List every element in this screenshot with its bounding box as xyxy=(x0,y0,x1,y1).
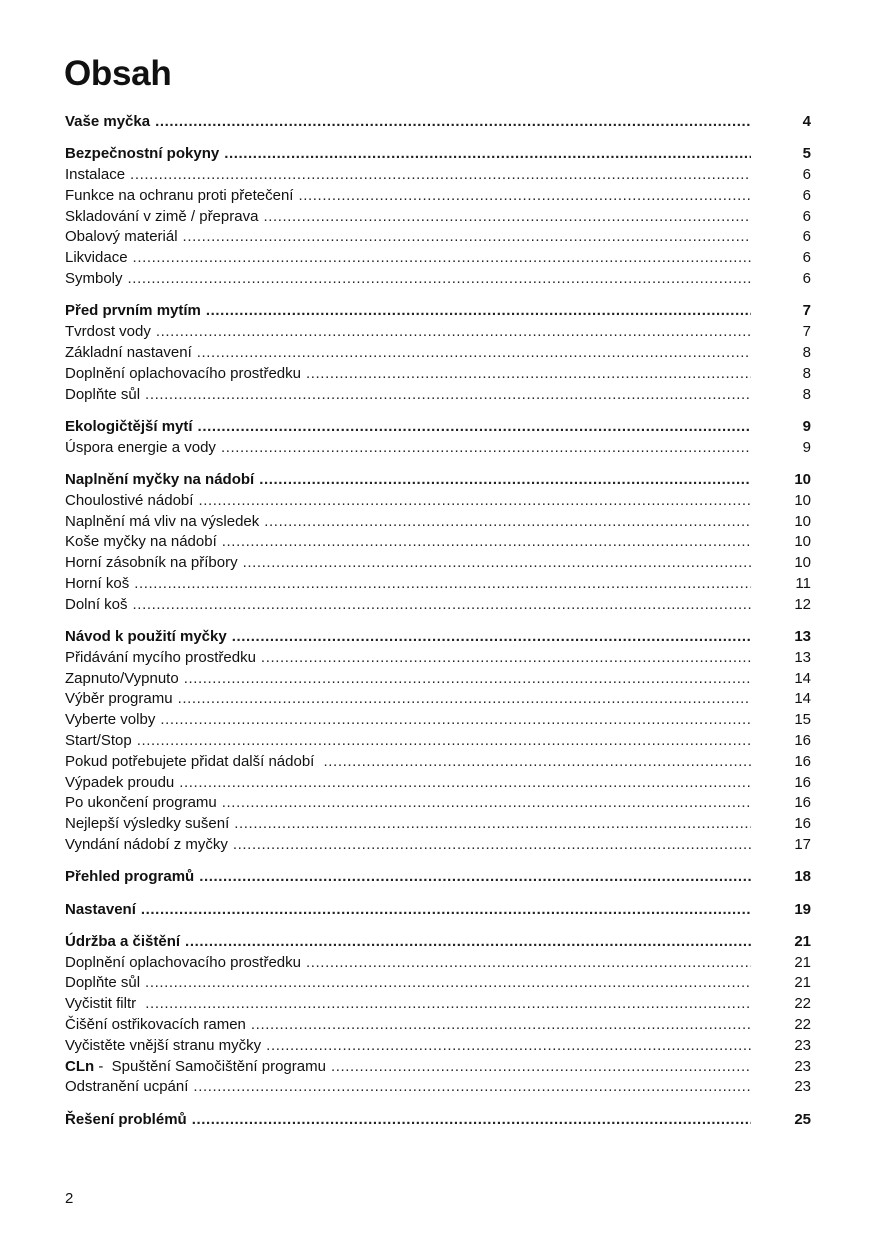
toc-entry-page: 6 xyxy=(802,228,811,246)
toc-entry-page: 23 xyxy=(794,1036,811,1054)
dot-leader xyxy=(234,814,751,835)
dot-leader xyxy=(266,1036,751,1057)
toc-entry-page: 10 xyxy=(794,470,811,488)
toc-entry-page: 6 xyxy=(802,249,811,267)
toc-entry xyxy=(65,973,811,994)
page-title: Obsah xyxy=(64,54,172,93)
table-of-contents xyxy=(65,112,811,1142)
toc-entry-label: Výběr programu xyxy=(65,690,173,708)
dot-leader xyxy=(184,669,751,690)
toc-entry xyxy=(65,669,811,690)
dot-leader xyxy=(198,417,751,438)
toc-section xyxy=(65,417,811,459)
toc-entry-label: Funkce na ochranu proti přetečení xyxy=(65,186,294,204)
toc-entry xyxy=(65,343,811,364)
toc-entry-label: Skladování v zimě / přeprava xyxy=(65,207,259,225)
toc-entry xyxy=(65,648,811,669)
toc-entry-label: Před prvním mytím xyxy=(65,302,201,320)
dot-leader xyxy=(264,512,751,533)
toc-entry-page: 22 xyxy=(794,995,811,1013)
toc-heading-entry xyxy=(65,417,811,438)
toc-entry-label: Doplňte sůl xyxy=(65,974,141,992)
toc-entry-label: Likvidace xyxy=(65,249,128,267)
dot-leader xyxy=(251,1015,751,1036)
dot-leader xyxy=(259,470,751,491)
toc-entry xyxy=(65,773,811,794)
toc-entry-label: Zapnuto/Vypnuto xyxy=(65,669,179,687)
toc-entry xyxy=(65,574,811,595)
toc-section xyxy=(65,932,811,1098)
toc-entry xyxy=(65,207,811,228)
toc-entry-page: 19 xyxy=(794,900,811,918)
dot-leader xyxy=(306,364,751,385)
toc-entry-page: 18 xyxy=(794,868,811,886)
toc-entry-label: Start/Stop xyxy=(65,732,132,750)
toc-heading-entry xyxy=(65,1110,811,1131)
toc-entry-page: 22 xyxy=(794,1016,811,1034)
dot-leader xyxy=(145,994,751,1015)
toc-entry-label: Po ukončení programu xyxy=(65,794,217,812)
toc-entry-page: 17 xyxy=(794,836,811,853)
toc-entry xyxy=(65,1057,811,1078)
toc-section xyxy=(65,900,811,921)
toc-entry-page: 12 xyxy=(794,595,811,613)
dot-leader xyxy=(261,648,751,669)
toc-entry-label: Výpadek proudu xyxy=(65,773,175,791)
toc-entry-label: Přehled programů xyxy=(65,868,195,886)
toc-entry xyxy=(65,731,811,752)
toc-section xyxy=(65,144,811,290)
toc-entry-page: 5 xyxy=(802,145,811,163)
dot-leader xyxy=(145,385,751,406)
toc-entry-page: 4 xyxy=(802,113,811,130)
toc-heading-entry xyxy=(65,627,811,648)
toc-entry-page: 21 xyxy=(794,953,811,971)
toc-entry-page: 14 xyxy=(794,669,811,687)
toc-entry-label: Vyndání nádobí z myčky xyxy=(65,836,228,853)
toc-entry-page: 16 xyxy=(794,794,811,812)
page-number: 2 xyxy=(65,1190,74,1207)
toc-entry xyxy=(65,814,811,835)
toc-entry-page: 9 xyxy=(802,438,811,456)
toc-entry xyxy=(65,953,811,974)
toc-entry-label: Vaše myčka xyxy=(65,113,151,130)
toc-entry-label: Symboly xyxy=(65,270,123,288)
toc-entry xyxy=(65,532,811,553)
toc-entry-page: 9 xyxy=(802,417,811,435)
toc-entry-page: 10 xyxy=(794,533,811,551)
toc-entry xyxy=(65,491,811,512)
toc-entry-prefix: CLn xyxy=(65,1057,95,1075)
toc-entry-label: Doplňte sůl xyxy=(65,385,141,403)
toc-entry-page: 6 xyxy=(802,270,811,288)
toc-entry-page: 21 xyxy=(794,932,811,950)
toc-entry-label: Naplnění myčky na nádobí xyxy=(65,470,255,488)
dot-leader xyxy=(224,144,751,165)
toc-entry-label: Vyberte volby xyxy=(65,711,156,729)
dot-leader xyxy=(178,689,751,710)
toc-entry-page: 10 xyxy=(794,491,811,509)
toc-entry-label: Řešení problémů xyxy=(65,1110,187,1128)
toc-entry xyxy=(65,322,811,343)
toc-entry-label: Úspora energie a vody xyxy=(65,438,216,456)
toc-entry xyxy=(65,595,811,616)
toc-entry-label: Tvrdost vody xyxy=(65,323,151,341)
toc-section xyxy=(65,1110,811,1131)
toc-entry-label: Přidávání mycího prostředku xyxy=(65,648,256,666)
toc-entry xyxy=(65,553,811,574)
dot-leader xyxy=(222,793,751,814)
toc-entry-label: Vyčistit filtr xyxy=(65,995,141,1013)
dot-leader xyxy=(130,165,751,186)
dot-leader xyxy=(185,932,751,953)
toc-section xyxy=(65,867,811,888)
dot-leader xyxy=(331,1057,751,1078)
toc-heading-entry xyxy=(65,867,811,888)
dot-leader xyxy=(324,752,751,773)
dot-leader xyxy=(192,1110,751,1131)
toc-entry-label xyxy=(65,1057,331,1078)
toc-heading-entry xyxy=(65,112,811,133)
dot-leader xyxy=(233,835,751,856)
toc-entry-page: 15 xyxy=(794,711,811,729)
toc-entry xyxy=(65,269,811,290)
dot-leader xyxy=(197,343,751,364)
toc-entry-label: Doplnění oplachovacího prostředku xyxy=(65,364,301,382)
toc-entry-page: 14 xyxy=(794,690,811,708)
dot-leader xyxy=(156,322,751,343)
dot-leader xyxy=(155,112,751,133)
toc-entry-label: Obalový materiál xyxy=(65,228,178,246)
toc-entry-label: Čišění ostřikovacích ramen xyxy=(65,1016,246,1034)
dot-leader xyxy=(306,953,751,974)
toc-entry xyxy=(65,248,811,269)
toc-entry-label: Horní zásobník na příbory xyxy=(65,554,238,572)
toc-entry xyxy=(65,793,811,814)
toc-entry-page: 16 xyxy=(794,815,811,833)
toc-entry-page: 10 xyxy=(794,554,811,572)
toc-heading-entry xyxy=(65,932,811,953)
toc-entry-page: 8 xyxy=(802,343,811,361)
toc-entry-label: Základní nastavení xyxy=(65,343,192,361)
toc-entry-label: Choulostivé nádobí xyxy=(65,491,194,509)
dot-leader xyxy=(145,973,751,994)
toc-entry-label: Nejlepší výsledky sušení xyxy=(65,815,230,833)
toc-entry-page: 23 xyxy=(794,1057,811,1075)
dot-leader xyxy=(221,438,751,459)
toc-entry-label: Dolní koš xyxy=(65,595,128,613)
dot-leader xyxy=(134,574,751,595)
toc-entry-page: 8 xyxy=(802,385,811,403)
dot-leader xyxy=(133,248,751,269)
toc-entry xyxy=(65,438,811,459)
toc-entry-page: 11 xyxy=(795,574,811,592)
toc-entry-page: 16 xyxy=(794,752,811,770)
toc-section xyxy=(65,470,811,616)
toc-entry xyxy=(65,385,811,406)
toc-entry xyxy=(65,227,811,248)
toc-entry-label: Doplnění oplachovacího prostředku xyxy=(65,953,301,971)
toc-entry xyxy=(65,1036,811,1057)
toc-entry-label: Bezpečnostní pokyny xyxy=(65,145,220,163)
dot-leader xyxy=(232,627,751,648)
toc-entry-label: Návod k použití myčky xyxy=(65,628,227,646)
toc-entry-page: 16 xyxy=(794,773,811,791)
toc-section xyxy=(65,112,811,133)
toc-section xyxy=(65,627,811,856)
dot-leader xyxy=(199,867,751,888)
toc-entry-page: 8 xyxy=(802,364,811,382)
toc-entry-page: 6 xyxy=(802,166,811,184)
toc-entry-label: Ekologičtější mytí xyxy=(65,417,193,435)
dot-leader xyxy=(222,532,751,553)
toc-entry xyxy=(65,1077,811,1098)
dot-leader xyxy=(193,1077,751,1098)
toc-entry-page: 13 xyxy=(794,628,811,646)
toc-entry-label: Nastavení xyxy=(65,900,136,918)
toc-entry-label: Údržba a čištění xyxy=(65,932,181,950)
toc-entry-label-text: - Spuštění Samočištění programu xyxy=(94,1057,326,1075)
toc-entry-label: Instalace xyxy=(65,166,126,184)
toc-entry-label: Koše myčky na nádobí xyxy=(65,533,217,551)
dot-leader xyxy=(263,207,751,228)
toc-entry xyxy=(65,364,811,385)
toc-heading-entry xyxy=(65,900,811,921)
dot-leader xyxy=(128,269,751,290)
dot-leader xyxy=(137,731,751,752)
dot-leader xyxy=(133,595,751,616)
toc-entry-page: 7 xyxy=(802,323,811,341)
dot-leader xyxy=(206,301,751,322)
toc-entry-label: Horní koš xyxy=(65,574,130,592)
toc-entry xyxy=(65,165,811,186)
toc-entry-label: Vyčistěte vnější stranu myčky xyxy=(65,1036,262,1054)
toc-entry-label: Pokud potřebujete přidat další nádobí xyxy=(65,752,319,770)
toc-heading-entry xyxy=(65,144,811,165)
toc-entry-page: 21 xyxy=(794,974,811,992)
toc-entry xyxy=(65,710,811,731)
toc-heading-entry xyxy=(65,470,811,491)
dot-leader xyxy=(160,710,751,731)
toc-entry xyxy=(65,752,811,773)
toc-section xyxy=(65,301,811,405)
toc-entry-page: 10 xyxy=(794,512,811,530)
dot-leader xyxy=(179,773,751,794)
toc-entry-label: Naplnění má vliv na výsledek xyxy=(65,512,260,530)
dot-leader xyxy=(243,553,751,574)
toc-entry xyxy=(65,186,811,207)
toc-entry xyxy=(65,689,811,710)
toc-entry-label: Odstranění ucpání xyxy=(65,1078,189,1096)
toc-entry-page: 23 xyxy=(794,1078,811,1096)
toc-entry-page: 6 xyxy=(802,186,811,204)
toc-entry-page: 13 xyxy=(794,648,811,666)
dot-leader xyxy=(183,227,751,248)
toc-entry-page: 7 xyxy=(802,302,811,320)
toc-entry xyxy=(65,994,811,1015)
toc-entry-page: 25 xyxy=(794,1110,811,1128)
dot-leader xyxy=(298,186,751,207)
toc-entry-page: 16 xyxy=(794,732,811,750)
toc-entry-page: 6 xyxy=(802,207,811,225)
toc-entry xyxy=(65,512,811,533)
toc-heading-entry xyxy=(65,301,811,322)
dot-leader xyxy=(198,491,751,512)
toc-entry xyxy=(65,1015,811,1036)
toc-entry xyxy=(65,835,811,856)
dot-leader xyxy=(141,900,751,921)
